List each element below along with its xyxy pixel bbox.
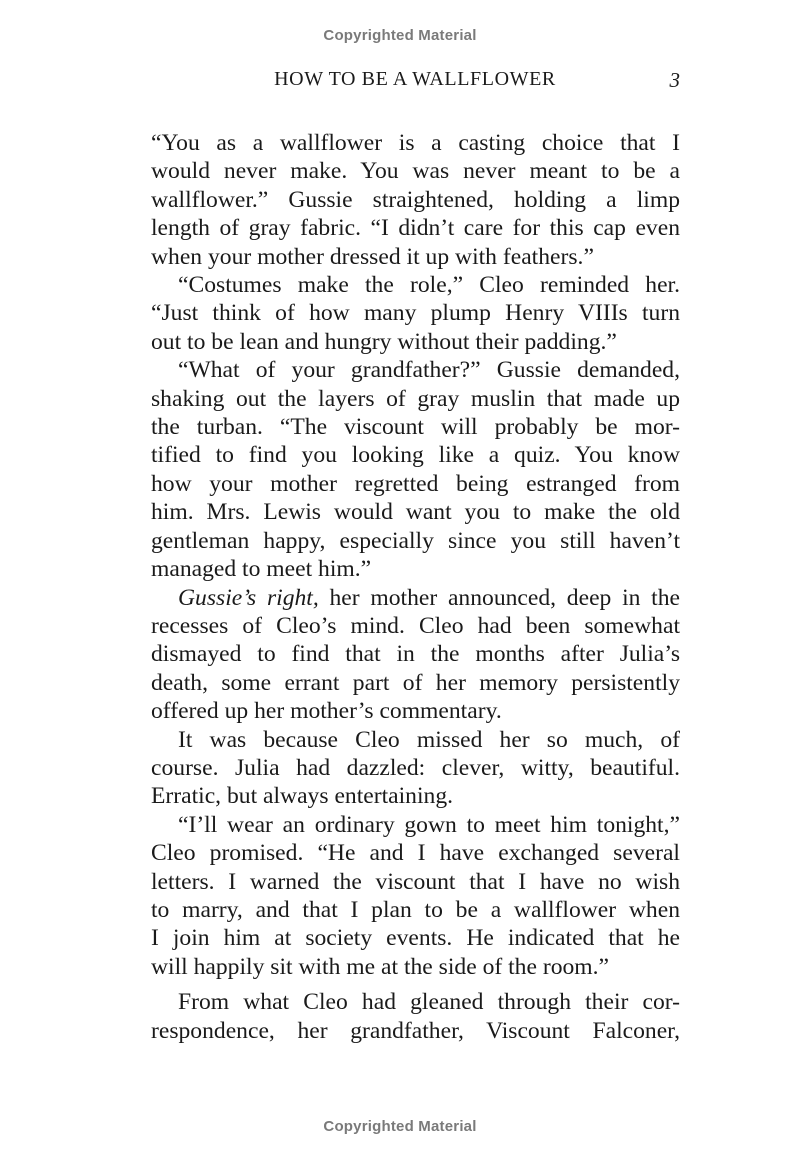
copyright-watermark-top: Copyrighted Material: [323, 27, 477, 44]
text-line: It was because Cleo missed her so much, of: [178, 726, 680, 753]
text-line: “Just think of how many plump Henry VIIIs turn: [151, 300, 680, 327]
text-line: would never make. You was never meant to be a: [151, 158, 680, 185]
running-title: HOW TO BE A WALLFLOWER: [274, 68, 556, 90]
paragraph-gap: [151, 981, 680, 988]
text-line: I join him at society events. He indicated that he: [151, 925, 680, 952]
text-line: “Costumes make the role,” Cleo reminded her.: [178, 272, 680, 299]
text-line: respondence, her grandfather, Viscount Falconer,: [151, 1017, 680, 1044]
text-line: letters. I warned the viscount that I have no wish: [151, 868, 680, 895]
text-line: tified to find you looking like a quiz. You know: [151, 442, 680, 469]
text-line: wallflower.” Gussie straightened, holding a limp: [151, 186, 680, 213]
text-line: Cleo promised. “He and I have exchanged several: [151, 840, 680, 867]
text-line: recesses of Cleo’s mind. Cleo had been somewhat: [151, 612, 680, 639]
page-number: 3: [669, 68, 680, 92]
text-line: offered up her mother’s commentary.: [151, 698, 502, 725]
text-line: shaking out the layers of gray muslin that made up: [151, 385, 680, 412]
text-line: the turban. “The viscount will probably be mor-: [151, 414, 680, 441]
copyright-watermark-bottom: Copyrighted Material: [323, 1118, 477, 1135]
text-line-remainder: her mother announced, deep in the: [318, 584, 681, 611]
text-line: out to be lean and hungry without their padding.”: [151, 328, 617, 355]
text-line: “You as a wallflower is a casting choice that I: [151, 130, 680, 156]
text-line: “I’ll wear an ordinary gown to meet him tonight,”: [178, 811, 680, 838]
text-line: death, some errant part of her memory persistently: [151, 669, 680, 696]
body-text: [151, 129, 680, 1045]
text-line: him. Mrs. Lewis would want you to make the old: [151, 499, 680, 526]
text-line: will happily sit with me at the side of the room.”: [151, 953, 610, 980]
text-line: when your mother dressed it up with feathers.”: [151, 243, 594, 270]
text-line: dismayed to find that in the months after Julia’s: [151, 641, 680, 668]
text-line: length of gray fabric. “I didn’t care for this cap even: [151, 215, 680, 242]
italic-thought: Gussie’s right,: [178, 584, 319, 611]
text-line: “What of your grandfather?” Gussie demanded,: [178, 357, 680, 384]
text-line: Erratic, but always entertaining.: [151, 783, 454, 810]
text-line: how your mother regretted being estranged from: [151, 470, 680, 497]
text-line: managed to meet him.”: [151, 556, 372, 583]
text-line: gentleman happy, especially since you still haven’t: [151, 527, 680, 554]
text-line: to marry, and that I plan to be a wallflower when: [151, 896, 680, 923]
text-line: course. Julia had dazzled: clever, witty, beautiful.: [151, 754, 680, 781]
running-header: [150, 68, 680, 98]
text-line: [151, 584, 680, 612]
text-line: From what Cleo had gleaned through their cor-: [178, 989, 680, 1016]
